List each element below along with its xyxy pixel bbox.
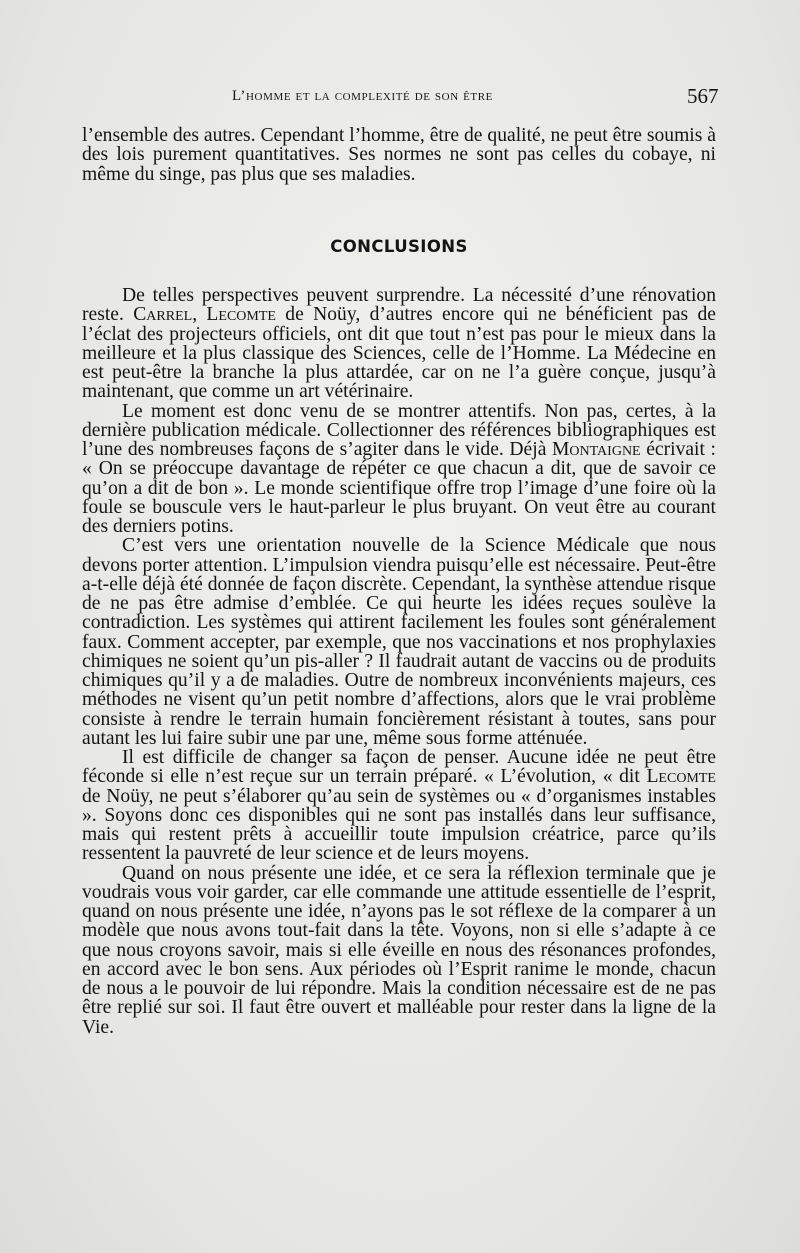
running-title: L’homme et la complexité de son être: [232, 88, 493, 104]
paragraph-1-text-c: de Noüy, d’autres encore qui ne bénéficient pas de l’éclat des projecteurs officiels, ont dit que tout n’est pas pour le mieux dans la meilleure et la plus classique des Sciences, celle de l’Homme. La Médecine en est peut-être la branche la plus attardée, car on ne l’a guère conçue, jusqu’à maintenant, que comme un art vétérinaire.: [82, 304, 716, 403]
paragraph-3: C’est vers une orientation nouvelle de la Science Médicale que nous devons porter attention. L’impulsion viendra puisqu’elle est nécessaire. Peut-être a-t-elle déjà été donnée de façon discrète. Cependant, la synthèse attendue risque de ne pas être admise d’emblée. Ce qui heurte les idées reçues soulève la contradiction. Les systèmes qui attirent facilement les foules sont généralement faux. Comment accepter, par exemple, que nos vaccinations et nos prophylaxies chimiques ne soient qu’un pis-aller ? Il faudrait autant de vaccins ou de produits chimiques qu’il y a de maladies. Outre de nombreux inconvénients majeurs, ces méthodes ne visent qu’un petit nombre d’affections, alors que le vrai problème consiste à rendre le terrain humain foncièrement résistant à toutes, sans pour autant les lui faire subir une par une, même sous forme atténuée.: [82, 535, 716, 749]
section-heading: CONCLUSIONS: [330, 236, 468, 256]
paragraph-4-text-b: de Noüy, ne peut s’élaborer qu’au sein de systèmes ou « d’organismes instables ». Soyons donc ces disponibles qui ne sont pas installés dans leur suffisance, mais qui restent prêts à accueillir toute impulsion créatrice, parce qu’ils ressentent la pauvreté de leur science et de leurs moyens.: [82, 785, 716, 865]
paragraph-2-text-b: écrivait : « On se préoccupe davantage de répéter ce que chacun a dit, que de savoir ce qu’on a dit de bon ». Le monde scientifique offre trop l’image d’une foire où la foule se bouscule vers le haut-parleur le plus bruyant. On veut être au courant des derniers potins.: [82, 439, 716, 537]
author-carrel: Carrel: [133, 304, 193, 326]
running-header: [0, 86, 800, 110]
paragraph-4-text-a: Il est difficile de changer sa façon de penser. Aucune idée ne peut être féconde si elle n’est reçue sur un terrain préparé. « L’évolution, « dit: [82, 747, 716, 788]
paragraph-5: Quand on nous présente une idée, et ce sera la réflexion terminale que je voudrais vous voir garder, car elle commande une attitude essentielle de l’esprit, quand on nous présente une idée, n’ayons pas le sot réflexe de la comparer à un modèle que nous avons tout-fait dans la tête. Voyons, non si elle s’adapte à ce que nous croyons savoir, mais si elle éveille en nous des résonances profondes, en accord avec le bon sens. Aux périodes où l’Esprit ranime le monde, chacun de nous a le pouvoir de lui répondre. Mais la condition nécessaire est de ne pas être replié sur soi. Il faut être ouvert et malléable pour rester dans la ligne de la Vie.: [82, 862, 716, 1038]
paragraph-1: [82, 286, 716, 402]
paragraph-1-text-b: ,: [192, 304, 207, 326]
page-number: 567: [687, 84, 719, 108]
text-body: [82, 126, 716, 1037]
paragraph-4: [82, 748, 716, 864]
paragraph-2-text-a: Le moment est donc venu de se montrer attentifs. Non pas, certes, à la dernière publication médicale. Collectionner des références bibliographiques est l’une des nombreuses façons de s’agiter dans le vide. Déjà: [82, 400, 716, 460]
intro-paragraph: l’ensemble des autres. Cependant l’homme, être de qualité, ne peut être soumis à des lois purement quantitatives. Ses normes ne sont pas celles du cobaye, ni même du singe, pas plus que ses maladies.: [82, 125, 716, 185]
author-lecomte-2: Lecomte: [646, 766, 716, 788]
author-montaigne: Montaigne: [551, 439, 641, 460]
paragraph-2: [82, 402, 716, 537]
author-lecomte: Lecomte: [206, 304, 276, 326]
paragraph-1-text-a: De telles perspectives peuvent surprendre. La nécessité d’une rénovation reste.: [82, 285, 716, 326]
